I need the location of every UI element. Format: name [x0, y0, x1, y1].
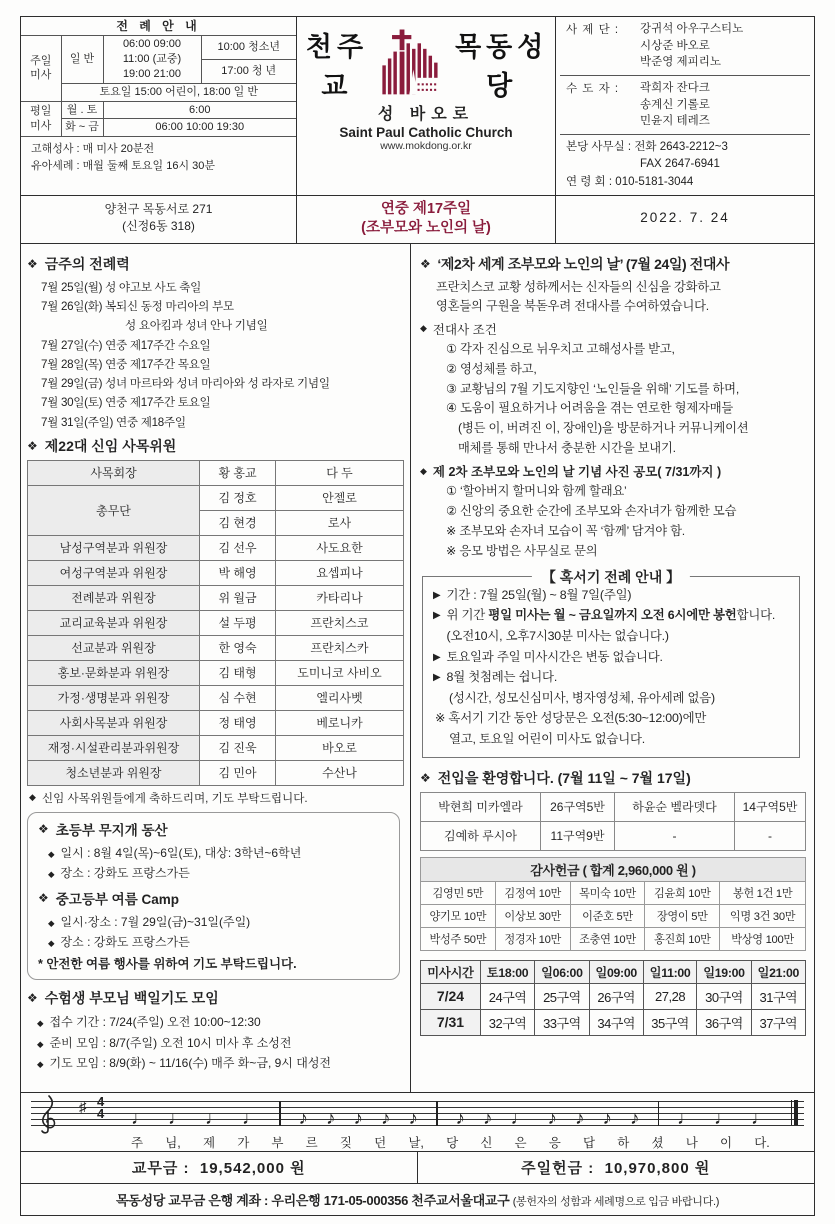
table-row	[421, 857, 806, 881]
heat-season-box	[422, 568, 800, 758]
bar-line	[436, 1101, 438, 1126]
section-title-committee: ❖ 제22대 신임 사목위원	[27, 437, 177, 454]
liturgy-item: 7월 28일(목) 연중 제17주간 목요일	[41, 357, 211, 371]
bullet-icon: ◆	[420, 323, 427, 334]
sharp-icon: ♯	[79, 1098, 87, 1116]
table-row: 김 현경 로사	[28, 510, 404, 535]
condition-item: ② 영성체를 하고,	[446, 361, 537, 376]
thanksgiving-title: 감사헌금 ( 합계 2,960,000 원 )	[421, 857, 806, 881]
bar-line	[658, 1101, 660, 1126]
section-title-youth-camp: ❖ 중고등부 여름 Camp	[38, 890, 180, 907]
table-row: 홍보·문화분과 위원장 김 태형 도미니코 사비오	[28, 660, 404, 685]
diamond-icon: ❖	[420, 770, 431, 785]
time-signature: 4 4	[97, 1093, 105, 1122]
church-address: 양천구 목동서로 271 (신정6동 318)	[21, 195, 297, 243]
condition-item: ④ 도움이 필요하거나 어려움을 겪는 연로한 형제자매들	[446, 401, 734, 416]
condition-item: 매체를 통해 만나서 충분한 시간을 보내기.	[458, 441, 676, 456]
office-section	[560, 135, 810, 195]
religious-label: 수 도 자 :	[566, 83, 620, 96]
note-row	[131, 1090, 770, 1128]
bar-line	[279, 1101, 281, 1126]
arrow-icon: ▶	[433, 589, 441, 601]
condition-item: ① 각자 진심으로 뉘우치고 고해성사를 받고,	[446, 341, 675, 356]
condition-item: (병든 이, 버려진 이, 장애인)을 방문하거나 커뮤니케이션	[458, 421, 749, 436]
note-icon: ♪	[602, 1107, 612, 1129]
priests-names: 강귀석 아우구스티노 시상준 바오로 박준영 제피리노	[640, 23, 744, 69]
left-column	[21, 244, 411, 1092]
tuefri-label: 화 ~ 금	[61, 119, 103, 137]
logo-korean-left: 천주교	[305, 32, 369, 101]
note-icon: ♪	[547, 1107, 557, 1129]
diamond-icon: ❖	[27, 991, 38, 1006]
table-row: 전례분과 위원장 위 월금 카타리나	[28, 585, 404, 610]
arrow-icon: ▶	[433, 610, 441, 622]
bullet-icon: ◆	[48, 848, 55, 859]
diamond-icon: ❖	[420, 256, 431, 271]
contest-item: ※ 응모 방법은 사무실로 문의	[446, 543, 598, 558]
contest-item: ② 신앙의 중요한 순간에 조부모와 손자녀가 함께한 모습	[446, 504, 737, 519]
indulgence-paragraph: 프란치스코 교황 성하께서는 신자들의 신심을 강화하고	[436, 279, 721, 294]
section-title-rainbow-camp: ❖ 초등부 무지개 동산	[38, 821, 168, 838]
bullet-icon: ◆	[37, 1059, 44, 1070]
note-icon: ♩	[677, 1107, 696, 1129]
table-row: 7/24 24구역 25구역 26구역 27,28 30구역 31구역	[421, 983, 806, 1009]
indulgence-conditions-title: ◆ 전대사 조건	[420, 322, 497, 337]
church-logo-cell	[297, 17, 556, 195]
logo-korean-right: 목동성당	[455, 32, 549, 101]
church-logo-row	[297, 21, 555, 107]
photo-contest-title: ◆ 제 2차 조부모와 노인의 날 기념 사진 공모( 7/31까지 )	[420, 465, 722, 480]
heat-item: ▶ 8월 첫첨례는 쉽니다.	[433, 667, 789, 688]
offering-totals	[20, 1152, 815, 1184]
liturgy-item: 성 요아킴과 성녀 안나 기념일	[125, 319, 268, 333]
table-row: 박현희 미카엘라 26구역5반 하윤순 벨라뎃다 14구역5반	[421, 792, 806, 821]
newcomers-table	[420, 792, 806, 851]
contest-item: ① ‘할아버지 할머니와 함께 할래요’	[446, 484, 627, 499]
section-title-newcomers: ❖ 전입을 환영합니다. (7월 11일 ~ 7월 17일)	[420, 769, 691, 786]
final-bar-line	[791, 1100, 799, 1125]
list-item: ◆ 장소 : 강화도 프랑스가든	[38, 932, 389, 952]
indulgence-paragraph: 영혼들의 구원을 북돋우려 전대사를 수여하였습니다.	[436, 299, 710, 314]
note-icon: ♪	[483, 1107, 493, 1129]
note-icon: ♩	[242, 1107, 261, 1129]
note-icon: ♪	[326, 1107, 336, 1129]
list-item: ◆ 일시 : 8월 4일(목)~6일(토), 대상: 3학년~6학년	[38, 843, 389, 863]
table-row: 가정·생명분과 위원장 심 수현 엘리사벳	[28, 685, 404, 710]
table-row: 재정·시설관리분과위원장 김 진욱 바오로	[28, 735, 404, 760]
list-item: ◆ 준비 모임 : 8/7(주일) 오전 10시 미사 후 소성전	[27, 1033, 404, 1053]
office-phone: 본당 사무실 : 전화 2643-2212~3	[566, 141, 728, 154]
heat-item-note: ※ 혹서기 기간 동안 성당문은 오전(5:30~12:00)에만	[435, 711, 707, 726]
clergy-cell	[556, 17, 814, 195]
list-item: ◆ 일시·장소 : 7월 29일(금)~31일(주일)	[38, 912, 389, 932]
note-icon: ♩	[751, 1107, 770, 1129]
note-icon: ♪	[455, 1107, 465, 1129]
bullet-icon: ◆	[48, 937, 55, 948]
tuefri-times: 06:00 10:00 19:30	[103, 119, 296, 137]
bulletin-date: 2022. 7. 24	[556, 195, 814, 243]
monsat-time: 6:00	[103, 101, 296, 119]
heat-item: ▶ 토요일과 주일 미사시간은 변동 없습니다.	[433, 647, 789, 668]
mass-schedule-table	[21, 17, 296, 137]
thanksgiving-offering-table	[420, 857, 806, 951]
liturgy-list	[27, 278, 404, 432]
religious-names: 곽희자 잔다크 송계신 기롤로 민윤지 테레즈	[640, 82, 710, 128]
office-fax: FAX 2647-6941	[640, 158, 720, 171]
summer-events-box	[27, 812, 400, 981]
contest-item: ※ 조부모와 손자녀 모습이 꼭 ‘함께’ 담겨야 함.	[446, 524, 685, 538]
table-row: 청소년분과 위원장 김 민아 수산나	[28, 760, 404, 785]
table-row: 교리교육분과 위원장 설 두평 프란치스코	[28, 610, 404, 635]
confession-info	[21, 137, 296, 177]
heat-item-sub: (성시간, 성모신심미사, 병자영성체, 유아세례 없음)	[449, 690, 715, 705]
heat-item-note: 열고, 토요일 어린이 미사도 없습니다.	[449, 731, 645, 746]
youth-mass-time: 10:00 청소년	[201, 36, 296, 60]
table-row: 총무단 김 정호 안젤로	[28, 485, 404, 510]
heat-item: ▶ 기간 : 7월 25일(월) ~ 8월 7일(주일)	[433, 585, 789, 606]
bullet-icon: ◆	[48, 869, 55, 880]
church-logo-icon	[381, 21, 444, 107]
general-mass-label: 일 반	[61, 36, 103, 84]
music-staff	[31, 1093, 804, 1132]
table-row: 박성주 50만 정경자 10만 조충연 10만 홍진희 10만 박상영 100만	[421, 927, 806, 950]
summer-safety-note: * 안전한 여름 행사를 위하여 기도 부탁드립니다.	[38, 957, 297, 972]
liturgy-item: 7월 29일(금) 성녀 마르타와 성녀 마리아와 성 라자로 기념일	[41, 377, 330, 391]
table-row: 사회사목분과 위원장 정 태영 베로니카	[28, 710, 404, 735]
arrow-icon: ▶	[433, 672, 441, 684]
bullet-icon: ◆	[29, 792, 36, 803]
table-row: 여성구역분과 위원장 박 해영 요셉피나	[28, 560, 404, 585]
weekday-mass-label: 평일 미사	[21, 101, 61, 137]
bullet-icon: ◆	[37, 1038, 44, 1049]
diamond-icon: ❖	[38, 890, 49, 905]
saturday-mass-times: 토요일 15:00 어린이, 18:00 일 반	[61, 83, 296, 101]
bank-account-line: 목동성당 교무금 은행 계좌 : 우리은행 171-05-000356 천주교서울대교구 (봉헌자의 성함과 세례명으로 입금 바랍니다.)	[20, 1184, 815, 1216]
header	[20, 16, 815, 244]
logo-subtitle: 성 바오로	[377, 106, 475, 123]
hymn-staff-box	[20, 1092, 815, 1152]
heat-season-title: 【 혹서기 전례 안내 】	[532, 567, 690, 587]
senior-association-phone: 연 령 회 : 010-5181-3044	[566, 175, 694, 188]
hymn-lyrics: 주 님, 제 가 부 르 짖 던 날, 당 신 은 응 답 하 셨 나 이 다.	[131, 1135, 770, 1150]
liturgy-item: 7월 25일(월) 성 야고보 사도 축일	[41, 280, 202, 294]
list-item: ◆ 접수 기간 : 7/24(주일) 오전 10:00~12:30	[27, 1012, 404, 1032]
week-title: 연중 제17주일 (조부모와 노인의 날)	[297, 195, 556, 243]
note-icon: ♪	[575, 1107, 585, 1129]
committee-note: ◆ 신임 사목위원들에게 축하드리며, 기도 부탁드립니다.	[29, 791, 308, 805]
liturgy-item: 7월 31일(주일) 연중 제18주일	[41, 415, 186, 429]
confession-line: 고해성사 : 매 미사 20분전	[31, 143, 155, 156]
young-adult-mass-time: 17:00 청 년	[201, 59, 296, 83]
logo-english-name: Saint Paul Catholic Church	[339, 125, 513, 140]
liturgy-item: 7월 30일(토) 연중 제17주간 토요일	[41, 396, 211, 410]
arrow-icon: ▶	[433, 651, 441, 663]
note-icon: ♩	[510, 1107, 530, 1129]
table-row: 선교분과 위원장 한 영숙 프란치스카	[28, 635, 404, 660]
note-icon: ♪	[630, 1107, 640, 1129]
note-icon: ♪	[408, 1107, 418, 1129]
religious-section	[560, 76, 810, 135]
main-content	[20, 244, 815, 1092]
list-item: ◆ 기도 모임 : 8/9(화) ~ 11/16(수) 매주 화~금, 9시 대성전	[27, 1053, 404, 1073]
list-item: ◆ 장소 : 강화도 프랑스가든	[38, 863, 389, 883]
tithe-total: 교무금 : 19,542,000 원	[21, 1152, 418, 1183]
priests-label: 사 제 단 :	[566, 24, 620, 36]
right-column	[411, 244, 814, 1092]
liturgy-item: 7월 26일(화) 복되신 동정 마리아의 부모	[41, 300, 234, 314]
table-row: 김영민 5만 김정여 10만 목미숙 10만 김윤희 10만 봉헌 1건 1만	[421, 881, 806, 904]
diamond-icon: ❖	[27, 438, 38, 453]
sunday-offering-total: 주일헌금 : 10,970,800 원	[521, 1159, 711, 1177]
committee-table	[27, 460, 404, 786]
section-title-liturgy: ❖ 금주의 전례력	[27, 255, 130, 272]
note-icon: ♪	[381, 1107, 391, 1129]
table-row: 김예하 루시아 11구역9반 - -	[421, 821, 806, 850]
section-title-exam-prayer: ❖ 수험생 부모님 백일기도 모임	[27, 990, 219, 1007]
bullet-icon: ◆	[48, 917, 55, 928]
table-row: 사목회장 황 홍교 다 두	[28, 460, 404, 485]
note-icon: ♩	[205, 1107, 224, 1129]
mass-roster-table	[420, 960, 806, 1036]
liturgy-item: 7월 27일(수) 연중 제17주간 수요일	[41, 338, 211, 352]
diamond-icon: ❖	[27, 256, 38, 271]
note-icon: ♪	[353, 1107, 363, 1129]
table-row: 미사시간 토18:00 일06:00 일09:00 일11:00 일19:00 일21:00	[421, 960, 806, 983]
mass-table-title: 전 례 안 내	[21, 17, 296, 36]
monsat-label: 월 . 토	[61, 101, 103, 119]
table-row: 남성구역분과 위원장 김 선우 사도요한	[28, 535, 404, 560]
bullet-icon: ◆	[420, 465, 427, 476]
note-icon: ♩	[131, 1107, 150, 1129]
note-icon: ♩	[168, 1107, 187, 1129]
general-mass-times: 06:00 09:00 11:00 (교중) 19:00 21:00	[103, 36, 201, 84]
table-row: 양기모 10만 이상보 30만 이준호 5만 장영이 5만 익명 3건 30만	[421, 904, 806, 927]
diamond-icon: ❖	[38, 821, 49, 836]
bullet-icon: ◆	[37, 1018, 44, 1029]
condition-item: ③ 교황님의 7월 기도지향인 ‘노인들을 위해’ 기도를 하며,	[446, 381, 740, 396]
section-title-indulgence: ❖ ‘제2차 세계 조부모와 노인의 날’ (7월 24일) 전대사	[420, 255, 730, 272]
church-website: www.mokdong.or.kr	[380, 140, 472, 152]
sunday-mass-label: 주일 미사	[21, 36, 61, 101]
treble-clef-icon	[37, 1094, 59, 1134]
table-row: 7/31 32구역 33구역 34구역 35구역 36구역 37구역	[421, 1009, 806, 1035]
infant-baptism-line: 유아세례 : 매월 둘째 토요일 16시 30분	[31, 159, 216, 172]
note-icon: ♪	[298, 1107, 308, 1129]
priests-section	[560, 17, 810, 76]
note-icon: ♩	[714, 1107, 733, 1129]
mass-schedule-cell	[21, 17, 297, 195]
heat-item: ▶ 위 기간 평일 미사는 월 ~ 금요일까지 오전 6시에만 봉헌합니다.(오전10시, 오후7시30분 미사는 없습니다.)	[433, 605, 789, 646]
